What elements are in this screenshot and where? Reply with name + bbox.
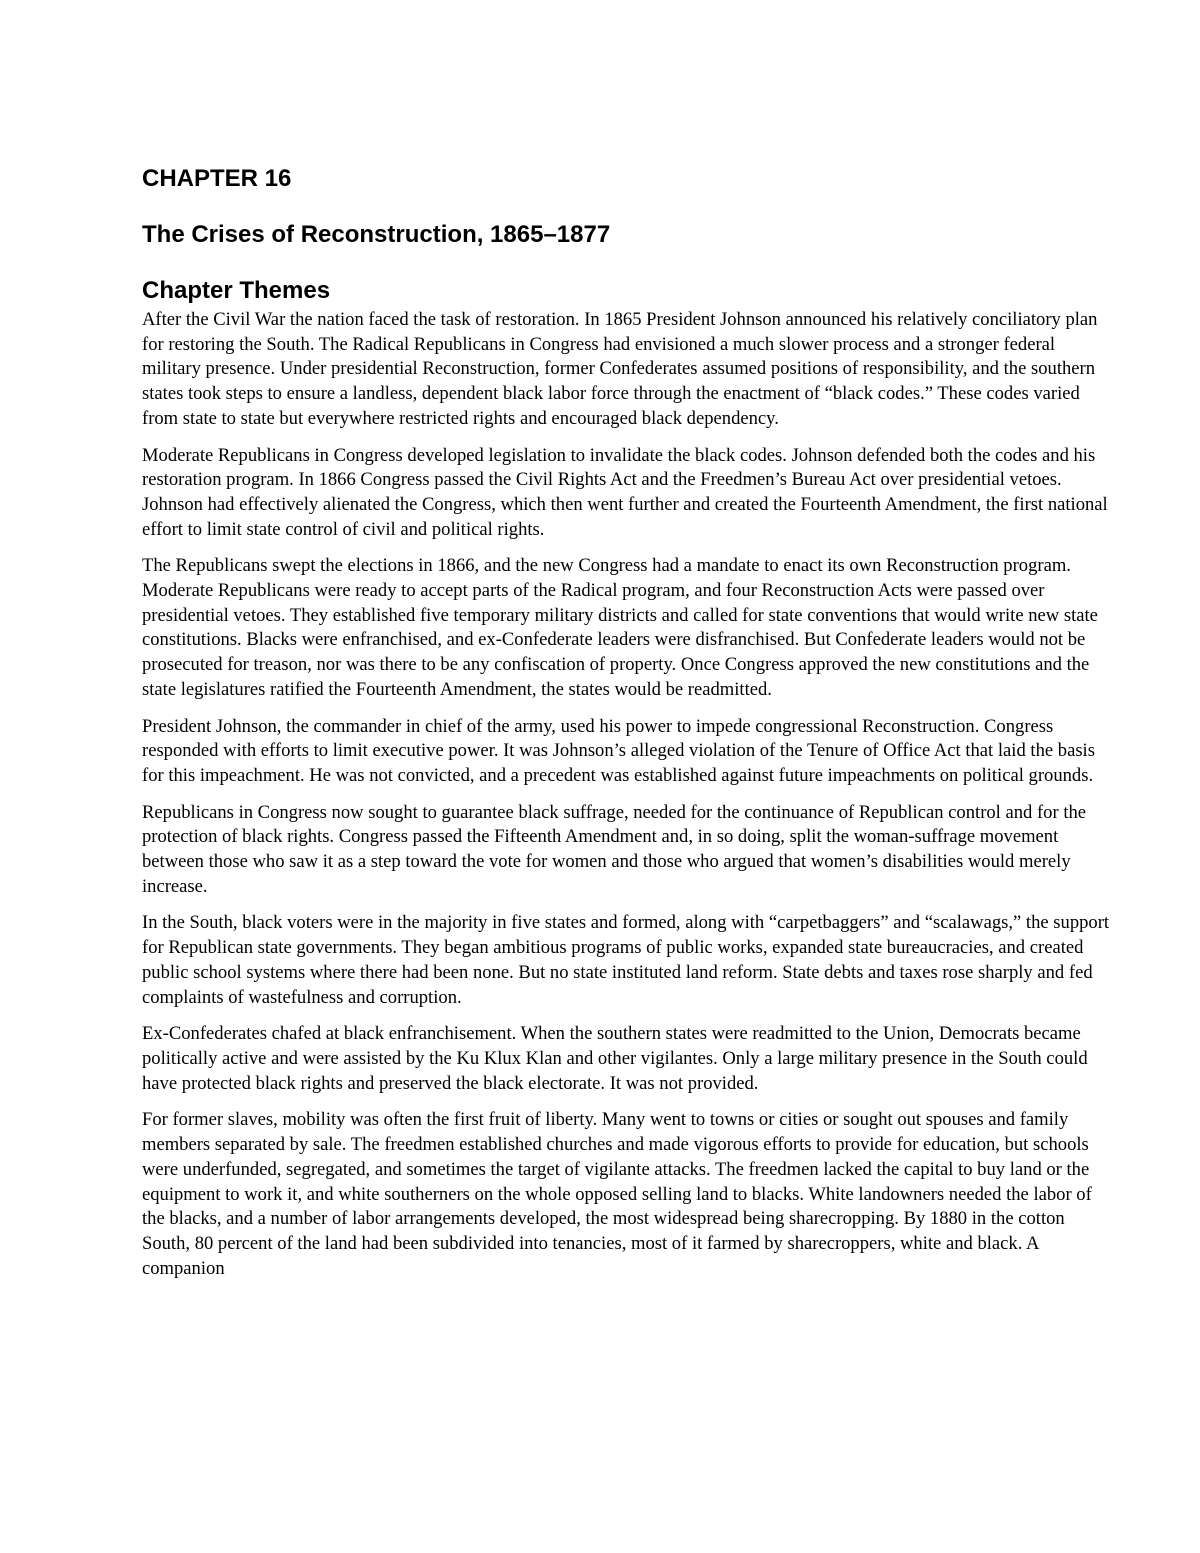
paragraph: President Johnson, the commander in chief of the army, used his power to impede congressional Reconstruction. Congress responded with efforts to limit executive power. It was Johnson’s alleged violation of the Tenure of Office Act that laid the basis for this impeachment. He was not convicted, and a precedent was established against future impeachments on political grounds.: [142, 715, 1095, 786]
paragraph: For former slaves, mobility was often the first fruit of liberty. Many went to towns or cities or sought out spouses and family members separated by sale. The freedmen established churches and made vigorous efforts to provide for education, but schools were underfunded, segregated, and sometimes the target of vigilante attacks. The freedmen lacked the capital to buy land or the equipment to work it, and white southerners on the whole opposed selling land to blacks. White landowners needed the labor of the blacks, and a number of labor arrangements developed, the most widespread being sharecropping. By 1880 in the cotton South, 80 percent of the land had been subdivided into tenancies, most of it farmed by sharecroppers, white and black. A companion: [142, 1109, 1092, 1279]
document-page: [142, 164, 1112, 1293]
paragraph: After the Civil War the nation faced the task of restoration. In 1865 President Johnson announced his relatively conciliatory plan for restoring the South. The Radical Republicans in Congress had envisioned a much slower process and a stronger federal military presence. Under presidential Reconstruction, former Confederates assumed positions of responsibility, and the southern states took steps to ensure a landless, dependent black labor force through the enactment of “black codes.” These codes varied from state to state but everywhere restricted rights and encouraged black dependency.: [142, 309, 1098, 429]
paragraph: Moderate Republicans in Congress developed legislation to invalidate the black codes. Johnson defended both the codes and his restoration program. In 1866 Congress passed the Civil Rights Act and the Freedmen’s Bureau Act over presidential vetoes. Johnson had effectively alienated the Congress, which then went further and created the Fourteenth Amendment, the first national effort to limit state control of civil and political rights.: [142, 444, 1108, 540]
paragraph: In the South, black voters were in the majority in five states and formed, along with “carpetbaggers” and “scalawags,” the support for Republican state governments. They began ambitious programs of public works, expanded state bureaucracies, and created public school systems where there had been none. But no state instituted land reform. State debts and taxes rose sharply and fed complaints of wastefulness and corruption.: [142, 912, 1110, 1008]
section-heading: Chapter Themes: [142, 277, 331, 304]
paragraph: Republicans in Congress now sought to guarantee black suffrage, needed for the continuance of Republican control and for the protection of black rights. Congress passed the Fifteenth Amendment and, in so doing, split the woman-suffrage movement between those who saw it as a step toward the vote for women and those who argued that women’s disabilities would merely increase.: [142, 801, 1087, 897]
paragraph: The Republicans swept the elections in 1866, and the new Congress had a mandate to enact its own Reconstruction program. Moderate Republicans were ready to accept parts of the Radical program, and four Reconstruction Acts were passed over presidential vetoes. They established five temporary military districts and called for state conventions that would write new state constitutions. Blacks were enfranchised, and ex-Confederate leaders were disfranchised. But Confederate leaders would not be prosecuted for treason, nor was there to be any confiscation of property. Once Congress approved the new constitutions and the state legislatures ratified the Fourteenth Amendment, the states would be readmitted.: [142, 555, 1098, 700]
chapter-label: CHAPTER 16: [142, 165, 292, 192]
chapter-title: The Crises of Reconstruction, 1865–1877: [142, 221, 611, 248]
paragraph: Ex-Confederates chafed at black enfranchisement. When the southern states were readmitted to the Union, Democrats became politically active and were assisted by the Ku Klux Klan and other vigilantes. Only a large military presence in the South could have protected black rights and preserved the black electorate. It was not provided.: [142, 1023, 1088, 1094]
